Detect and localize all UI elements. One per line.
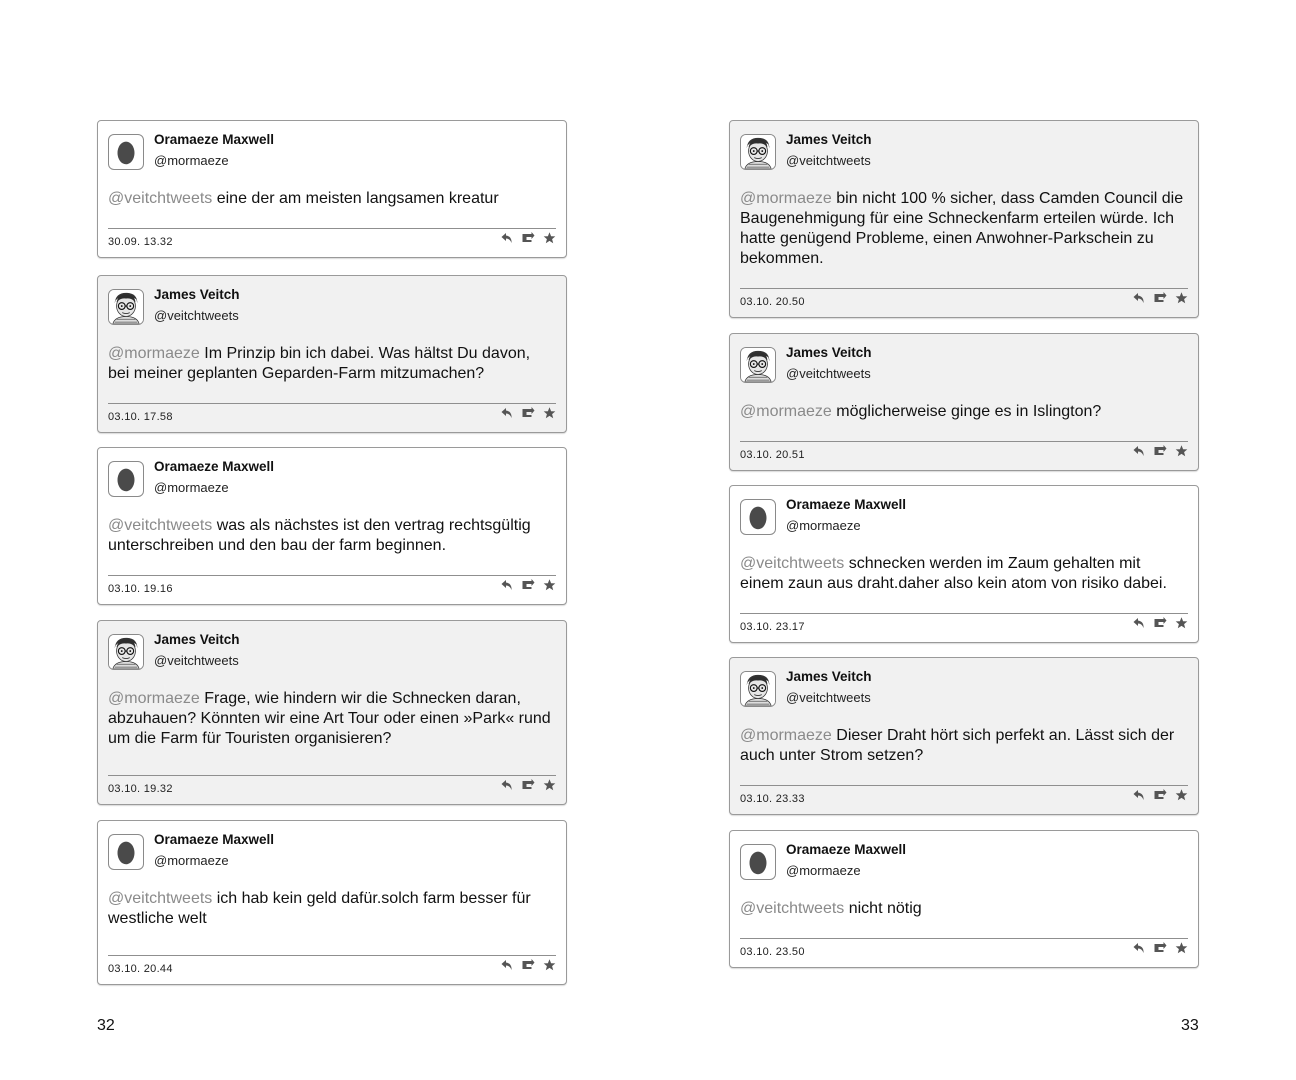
avatar[interactable]: [108, 134, 144, 170]
divider: [740, 441, 1188, 442]
mention-link[interactable]: @mormaeze: [740, 727, 832, 744]
tweet-body: schnecken werden im Zaum gehalten mit einem zaun aus draht.daher also kein atom von risiko dabei.: [740, 555, 1167, 592]
tweet-card: [729, 120, 1199, 318]
cartoon-portrait-icon: [109, 290, 143, 324]
reply-icon[interactable]: [1133, 617, 1146, 629]
egg-icon: [109, 462, 143, 496]
author-handle[interactable]: @mormaeze: [786, 518, 861, 533]
author-name[interactable]: James Veitch: [154, 287, 240, 302]
tweet-card: [729, 485, 1199, 643]
favorite-star-icon[interactable]: [1175, 445, 1188, 457]
tweet-text: [108, 344, 552, 384]
timestamp: 03.10. 23.33: [740, 793, 805, 805]
divider: [740, 785, 1188, 786]
retweet-icon[interactable]: [521, 579, 536, 591]
tweet-actions: [501, 407, 556, 419]
favorite-star-icon[interactable]: [543, 959, 556, 971]
page-number-right: 33: [1181, 1017, 1199, 1034]
divider: [108, 228, 556, 229]
tweet-text: [108, 889, 552, 929]
tweet-actions: [1133, 942, 1188, 954]
author-handle[interactable]: @mormaeze: [154, 153, 229, 168]
author-handle[interactable]: @mormaeze: [786, 863, 861, 878]
tweet-actions: [1133, 789, 1188, 801]
divider: [740, 288, 1188, 289]
divider: [740, 938, 1188, 939]
retweet-icon[interactable]: [1153, 789, 1168, 801]
retweet-icon[interactable]: [521, 959, 536, 971]
tweet-actions: [501, 779, 556, 791]
reply-icon[interactable]: [501, 232, 514, 244]
egg-icon: [109, 135, 143, 169]
tweet-text: [108, 516, 552, 556]
egg-icon: [741, 500, 775, 534]
mention-link[interactable]: @mormaeze: [740, 403, 832, 420]
favorite-star-icon[interactable]: [543, 579, 556, 591]
tweet-actions: [1133, 617, 1188, 629]
timestamp: 03.10. 23.17: [740, 621, 805, 633]
tweet-card: [729, 657, 1199, 815]
mention-link[interactable]: @mormaeze: [740, 190, 832, 207]
tweet-text: [740, 726, 1184, 766]
tweet-body: möglicherweise ginge es in Islington?: [831, 403, 1102, 420]
author-name[interactable]: James Veitch: [154, 632, 240, 647]
tweet-body: nicht nötig: [844, 900, 922, 917]
tweet-actions: [1133, 445, 1188, 457]
tweet-text: [108, 189, 552, 209]
avatar[interactable]: [740, 347, 776, 383]
timestamp: 03.10. 17.58: [108, 411, 173, 423]
tweet-actions: [501, 959, 556, 971]
reply-icon[interactable]: [501, 579, 514, 591]
author-name[interactable]: Oramaeze Maxwell: [786, 842, 907, 857]
timestamp: 03.10. 20.51: [740, 449, 805, 461]
divider: [740, 613, 1188, 614]
author-name[interactable]: Oramaeze Maxwell: [154, 132, 275, 147]
mention-link[interactable]: @veitchtweets: [740, 555, 845, 572]
divider: [108, 403, 556, 404]
page-number-left: 32: [97, 1017, 115, 1034]
divider: [108, 575, 556, 576]
mention-link[interactable]: @mormaeze: [108, 690, 200, 707]
cartoon-portrait-icon: [109, 635, 143, 669]
avatar[interactable]: [740, 499, 776, 535]
retweet-icon[interactable]: [1153, 942, 1168, 954]
timestamp: 03.10. 20.44: [108, 963, 173, 975]
author-name[interactable]: James Veitch: [786, 669, 872, 684]
retweet-icon[interactable]: [521, 232, 536, 244]
timestamp: 30.09. 13.32: [108, 236, 173, 248]
retweet-icon[interactable]: [1153, 445, 1168, 457]
reply-icon[interactable]: [1133, 942, 1146, 954]
timestamp: 03.10. 23.50: [740, 946, 805, 958]
tweet-text: [740, 402, 1184, 422]
favorite-star-icon[interactable]: [543, 232, 556, 244]
egg-icon: [741, 845, 775, 879]
avatar[interactable]: [740, 134, 776, 170]
author-name[interactable]: Oramaeze Maxwell: [154, 832, 275, 847]
divider: [108, 955, 556, 956]
author-handle[interactable]: @veitchtweets: [154, 308, 239, 323]
author-name[interactable]: Oramaeze Maxwell: [154, 459, 275, 474]
author-handle[interactable]: @veitchtweets: [786, 153, 871, 168]
retweet-icon[interactable]: [1153, 617, 1168, 629]
author-name[interactable]: James Veitch: [786, 345, 872, 360]
avatar[interactable]: [108, 634, 144, 670]
avatar[interactable]: [740, 671, 776, 707]
tweet-body: eine der am meisten langsamen kreatur: [212, 190, 499, 207]
reply-icon[interactable]: [1133, 292, 1146, 304]
favorite-star-icon[interactable]: [1175, 942, 1188, 954]
reply-icon[interactable]: [501, 779, 514, 791]
tweet-text: [740, 899, 1184, 919]
timestamp: 03.10. 19.32: [108, 783, 173, 795]
reply-icon[interactable]: [501, 407, 514, 419]
tweet-card: [97, 275, 567, 433]
timestamp: 03.10. 19.16: [108, 583, 173, 595]
tweet-text: [740, 189, 1184, 269]
favorite-star-icon[interactable]: [1175, 617, 1188, 629]
tweet-actions: [1133, 292, 1188, 304]
author-handle[interactable]: @veitchtweets: [786, 366, 871, 381]
author-handle[interactable]: @veitchtweets: [154, 653, 239, 668]
tweet-body: Frage, wie hindern wir die Schnecken daran, abzuhauen? Könnten wir eine Art Tour oder einen »Park« rund um die Farm für Touristen organisieren?: [108, 690, 551, 747]
mention-link[interactable]: @veitchtweets: [108, 517, 213, 534]
author-handle[interactable]: @mormaeze: [154, 480, 229, 495]
retweet-icon[interactable]: [521, 779, 536, 791]
favorite-star-icon[interactable]: [1175, 292, 1188, 304]
tweet-card: [729, 830, 1199, 968]
reply-icon[interactable]: [1133, 445, 1146, 457]
mention-link[interactable]: @mormaeze: [108, 345, 200, 362]
avatar[interactable]: [108, 834, 144, 870]
tweet-card: [97, 620, 567, 805]
tweet-actions: [501, 232, 556, 244]
author-handle[interactable]: @veitchtweets: [786, 690, 871, 705]
favorite-star-icon[interactable]: [1175, 789, 1188, 801]
tweet-actions: [501, 579, 556, 591]
retweet-icon[interactable]: [521, 407, 536, 419]
tweet-card: [97, 447, 567, 605]
cartoon-portrait-icon: [741, 348, 775, 382]
tweet-card: [97, 120, 567, 258]
favorite-star-icon[interactable]: [543, 779, 556, 791]
retweet-icon[interactable]: [1153, 292, 1168, 304]
avatar[interactable]: [108, 289, 144, 325]
tweet-body: ich hab kein geld dafür.solch farm besser für westliche welt: [108, 890, 531, 927]
author-name[interactable]: James Veitch: [786, 132, 872, 147]
cartoon-portrait-icon: [741, 135, 775, 169]
cartoon-portrait-icon: [741, 672, 775, 706]
reply-icon[interactable]: [501, 959, 514, 971]
author-handle[interactable]: @mormaeze: [154, 853, 229, 868]
mention-link[interactable]: @veitchtweets: [740, 900, 845, 917]
tweet-body: Im Prinzip bin ich dabei. Was hältst Du davon, bei meiner geplanten Geparden-Farm mitzumachen?: [108, 345, 531, 382]
tweet-body: bin nicht 100 % sicher, dass Camden Council die Baugenehmigung für eine Schneckenfarm erteilen würde. Ich hatte genügend Probleme, einen Anwohner-Parkschein zu bekommen.: [740, 190, 1184, 267]
tweet-text: [108, 689, 552, 749]
tweet-body: was als nächstes ist den vertrag rechtsgültig unterschreiben und den bau der farm beginnen.: [108, 517, 531, 554]
divider: [108, 775, 556, 776]
mention-link[interactable]: @veitchtweets: [108, 190, 213, 207]
reply-icon[interactable]: [1133, 789, 1146, 801]
tweet-body: Dieser Draht hört sich perfekt an. Lässt sich der auch unter Strom setzen?: [740, 727, 1175, 764]
mention-link[interactable]: @veitchtweets: [108, 890, 213, 907]
avatar[interactable]: [108, 461, 144, 497]
author-name[interactable]: Oramaeze Maxwell: [786, 497, 907, 512]
tweet-card: [97, 820, 567, 985]
timestamp: 03.10. 20.50: [740, 296, 805, 308]
avatar[interactable]: [740, 844, 776, 880]
egg-icon: [109, 835, 143, 869]
favorite-star-icon[interactable]: [543, 407, 556, 419]
tweet-card: [729, 333, 1199, 471]
tweet-text: [740, 554, 1184, 594]
